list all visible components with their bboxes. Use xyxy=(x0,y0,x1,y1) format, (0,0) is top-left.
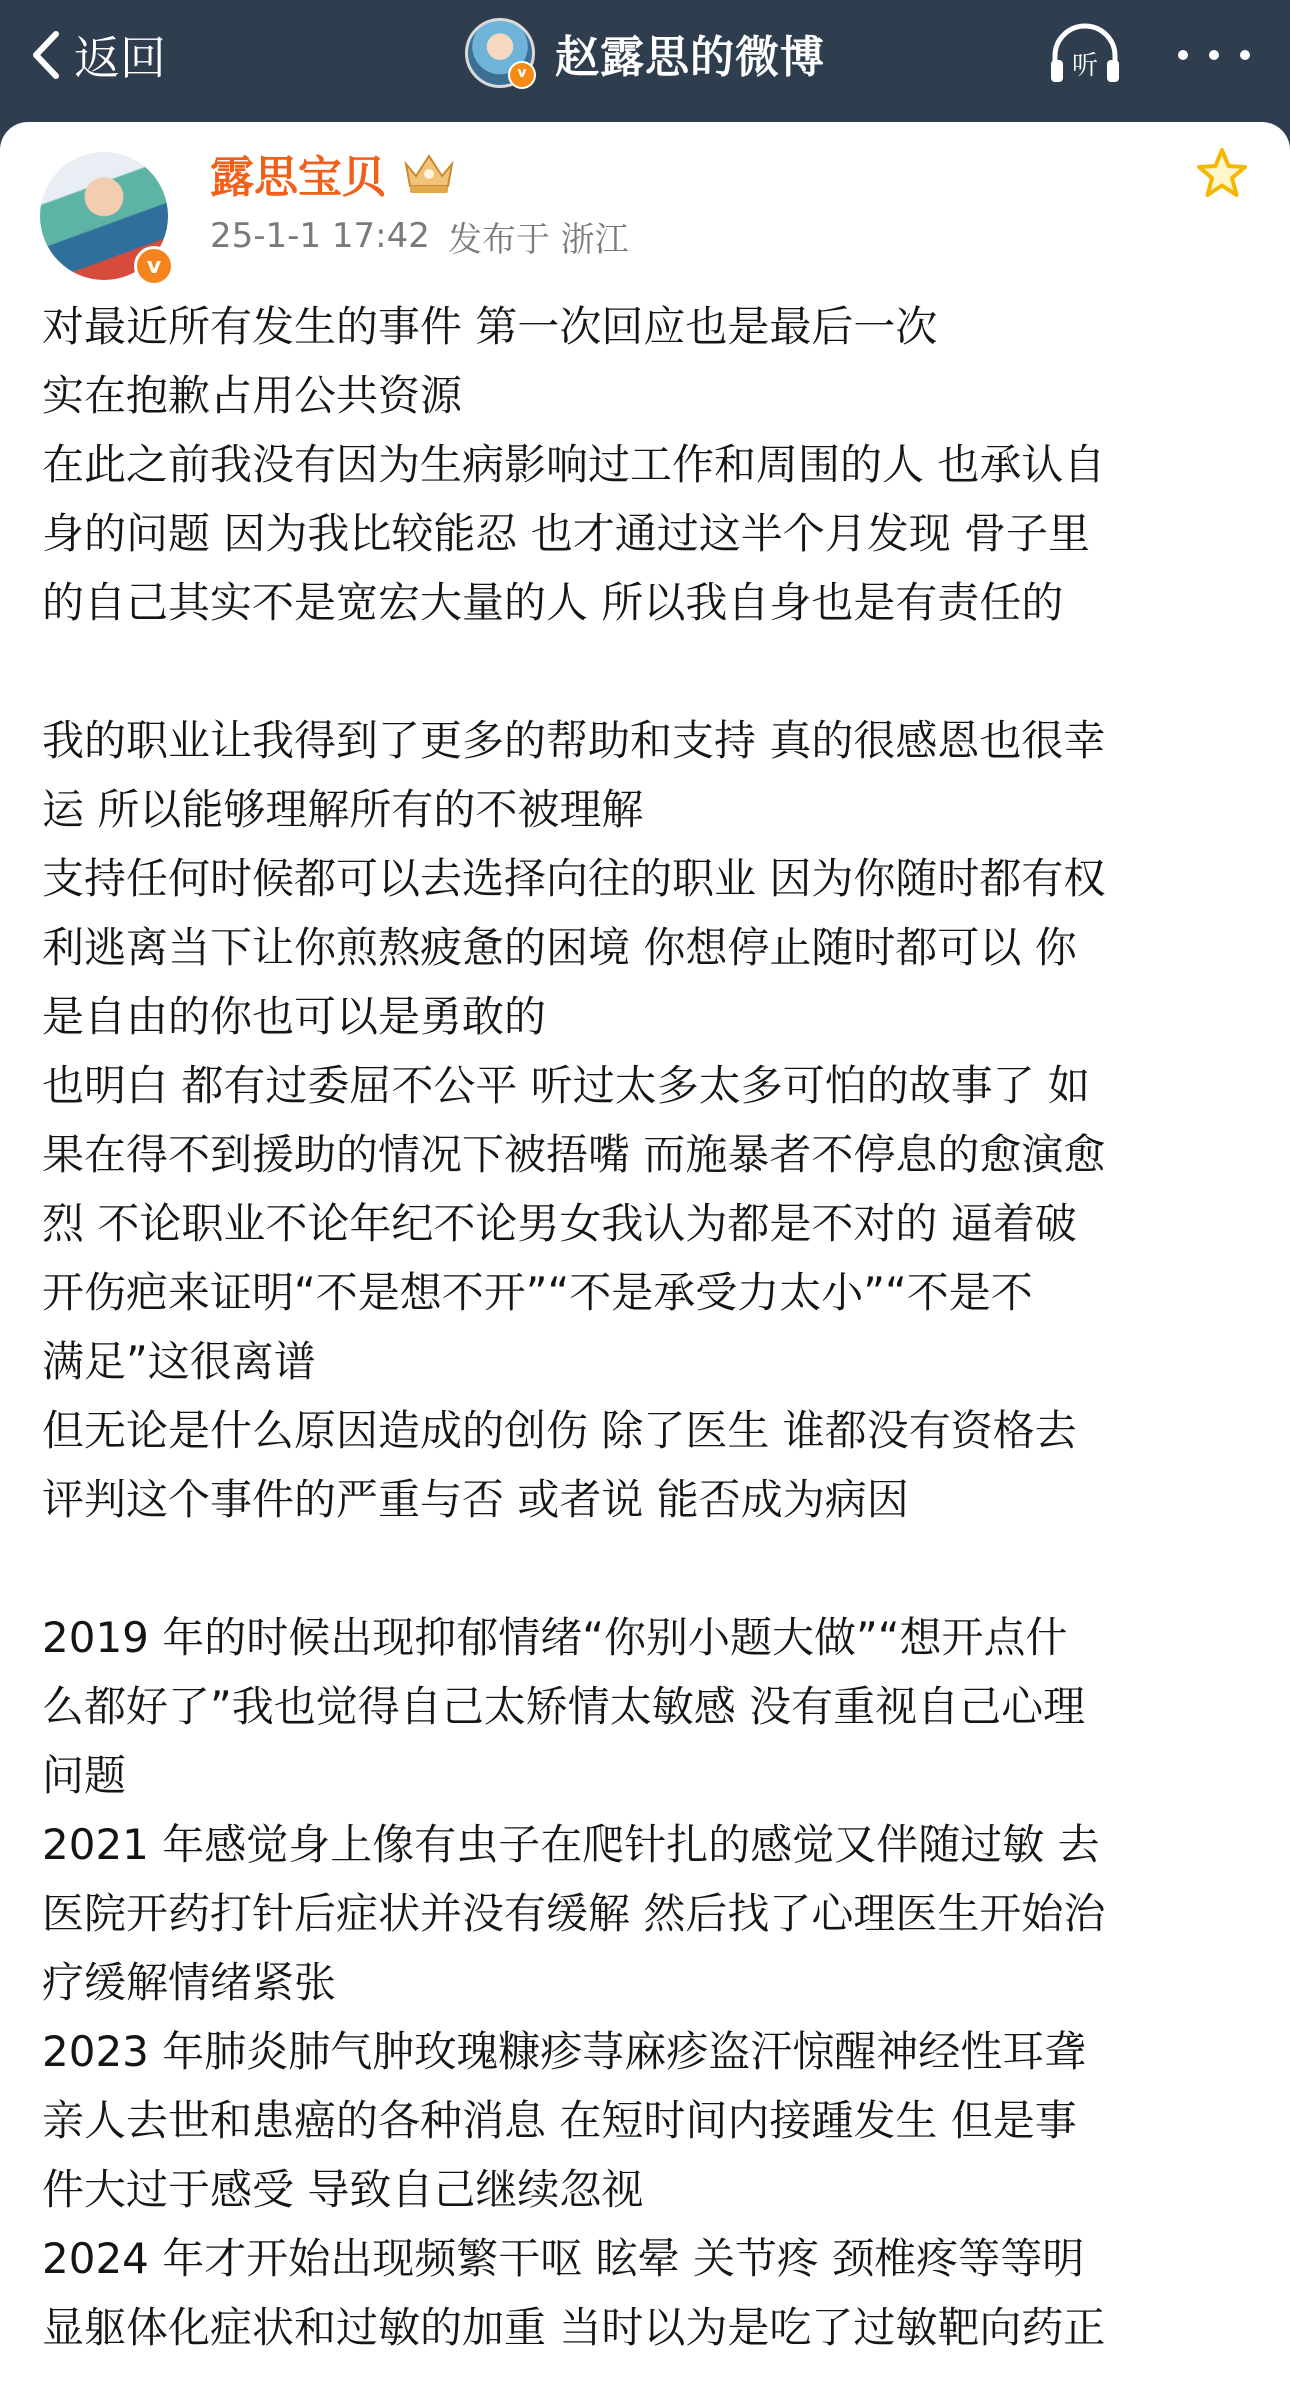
post-text-line: 亲人去世和患癌的各种消息 在短时间内接踵发生 但是事 xyxy=(42,2096,1077,2145)
author-row xyxy=(210,140,458,206)
post-text-line: 实在抱歉占用公共资源 xyxy=(42,371,463,420)
author-name[interactable]: 露思宝贝 xyxy=(210,152,386,203)
post-text-line: 2023 年肺炎肺气肿玫瑰糠疹荨麻疹盗汗惊醒神经性耳聋 xyxy=(42,2027,1087,2076)
post-card xyxy=(0,122,1290,2388)
chevron-left-icon xyxy=(30,30,60,80)
post-text-line: 是自由的你也可以是勇敢的 xyxy=(42,992,547,1041)
listen-label: 听 xyxy=(1071,51,1099,81)
star-outline-icon[interactable] xyxy=(1192,144,1252,204)
page-title: 赵露思的微博 xyxy=(555,32,825,83)
post-text-line: 但无论是什么原因造成的创伤 除了医生 谁都没有资格去 xyxy=(42,1406,1077,1455)
more-dots-icon xyxy=(1240,50,1250,60)
post-text-line: 果在得不到援助的情况下被捂嘴 而施暴者不停息的愈演愈 xyxy=(42,1130,1106,1179)
back-label: 返回 xyxy=(74,31,166,85)
back-button[interactable] xyxy=(30,22,166,88)
post-body xyxy=(42,292,1252,2362)
blank-line xyxy=(42,637,1252,706)
post-text-line: 2021 年感觉身上像有虫子在爬针扎的感觉又伴随过敏 去 xyxy=(42,1820,1100,1869)
post-text-line: 显躯体化症状和过敏的加重 当时以为是吃了过敏靶向药正 xyxy=(42,2303,1106,2352)
more-button[interactable] xyxy=(1178,40,1250,70)
more-dots-icon xyxy=(1178,50,1188,60)
post-text-line: 烈 不论职业不论年纪不论男女我认为都是不对的 逼着破 xyxy=(42,1199,1077,1248)
post-text-line: 支持任何时候都可以去选择向往的职业 因为你随时都有权 xyxy=(42,854,1106,903)
post-text-line: 身的问题 因为我比较能忍 也才通过这半个月发现 骨子里 xyxy=(42,509,1091,558)
nav-avatar xyxy=(465,18,535,88)
post-location: 发布于 浙江 xyxy=(447,219,629,260)
post-text-line: 对最近所有发生的事件 第一次回应也是最后一次 xyxy=(42,302,938,351)
verified-badge-icon: v xyxy=(508,61,536,89)
post-text-line: 件大过于感受 导致自己继续忽视 xyxy=(42,2165,644,2214)
post-meta xyxy=(210,208,629,264)
post-text-line: 么都好了”我也觉得自己太矫情太敏感 没有重视自己心理 xyxy=(42,1682,1086,1731)
post-text-line: 开伤疤来证明“不是想不开”“不是承受力太小”“不是不 xyxy=(42,1268,1033,1317)
listen-button[interactable] xyxy=(1045,22,1125,88)
post-text-line: 2019 年的时候出现抑郁情绪“你别小题大做”“想开点什 xyxy=(42,1613,1068,1662)
post-text-line: 满足”这很离谱 xyxy=(42,1337,316,1386)
post-text-line: 的自己其实不是宽宏大量的人 所以我自身也是有责任的 xyxy=(42,578,1064,627)
post-text-line: 利逃离当下让你煎熬疲惫的困境 你想停止随时都可以 你 xyxy=(42,923,1077,972)
crown-badge-icon xyxy=(400,150,458,196)
post-text-line: 问题 xyxy=(42,1751,127,1800)
post-text-line: 疗缓解情绪紧张 xyxy=(42,1958,337,2007)
top-nav-bar xyxy=(0,0,1290,122)
post-text-line: 评判这个事件的严重与否 或者说 能否成为病因 xyxy=(42,1475,909,1524)
post-text-line: 在此之前我没有因为生病影响过工作和周围的人 也承认自 xyxy=(42,440,1106,489)
post-text-line: 也明白 都有过委屈不公平 听过太多太多可怕的故事了 如 xyxy=(42,1061,1091,1110)
post-text-line: 2024 年才开始出现频繁干呕 眩晕 关节疼 颈椎疼等等明 xyxy=(42,2234,1085,2283)
headphones-icon xyxy=(1045,22,1125,88)
post-text-line: 医院开药打针后症状并没有缓解 然后找了心理医生开始治 xyxy=(42,1889,1106,1938)
avatar[interactable] xyxy=(40,152,168,280)
nav-title-group[interactable] xyxy=(465,16,825,90)
verified-badge-icon: v xyxy=(134,246,174,286)
post-text-line: 我的职业让我得到了更多的帮助和支持 真的很感恩也很幸 xyxy=(42,716,1106,765)
more-dots-icon xyxy=(1209,50,1219,60)
blank-line xyxy=(42,1534,1252,1603)
post-date: 25-1-1 17:42 xyxy=(210,216,430,256)
post-text-line: 运 所以能够理解所有的不被理解 xyxy=(42,785,644,834)
